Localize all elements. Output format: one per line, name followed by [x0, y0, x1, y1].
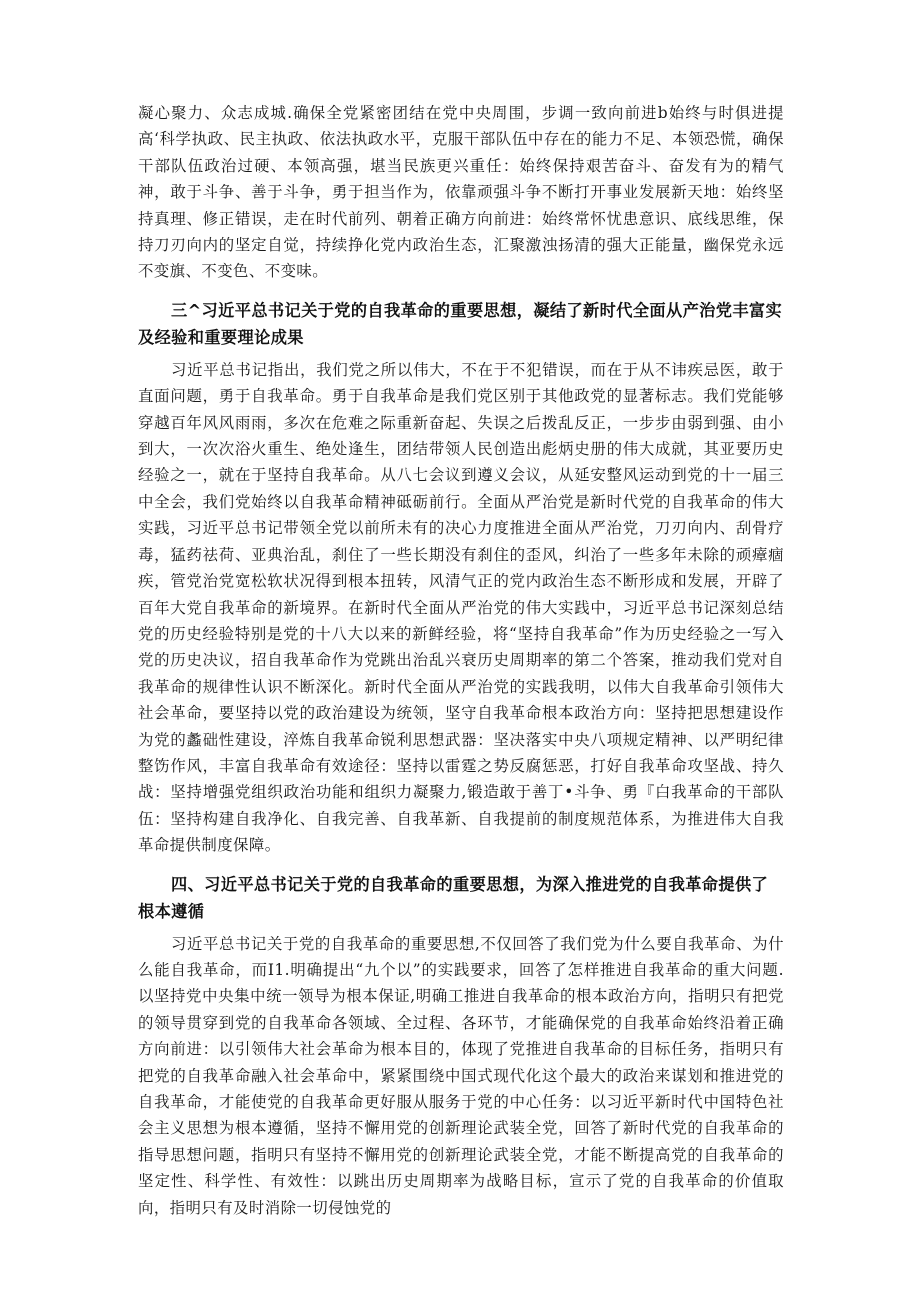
- section-heading-3: 三^习近平总书记关于党的自我革命的重要思想，凝结了新时代全面从产治党丰富实及经验和重要理论成果: [138, 300, 783, 347]
- paragraph-section-4: 习近平总书记关于党的自我革命的重要思想,不仅回答了我们党为什么要自我革命、为什么能自我革命，而I1.明确提出“九个以”的实践要求，回答了怎样推进自我革命的重大问题.以坚持党中央集中统一领导为根本保证,明确工推进自我革命的根本政治方向，指明只有把党的领导贯穿到党的自我革命各领域、全过程、各环节，才能确保党的自我革命始终沿着正确方向前进：以引领伟大社会革命为根本目的，体现了党推进自我革命的目标任务，指明只有把党的自我革命融入社会革命中，紧紧围绕中国式现代化这个最大的政治来谋划和推进党的自我革命，才能使党的自我革命更好服从服务于党的中心任务：以习近平新时代中国特色社会主义思想为根本遵循，坚持不懈用党的创新理论武装全党，回答了新时代党的自我革命的指导思想问题，指明只有坚持不懈用党的创新理论武装全党，才能不断提高党的自我革命的坚定性、科学性、有效性：以跳出历史周期率为战略目标，宣示了党的自我革命的价值取向，指明只有及时消除一切侵蚀党的: [138, 934, 784, 1217]
- section-heading-4: 四、习近平总书记关于党的自我革命的重要思想，为深入推进党的自我革命提供了根本遵循: [138, 874, 769, 921]
- paragraph-section-3: 习近平总书记指出，我们党之所以伟大，不在于不犯错误，而在于从不讳疾忌医，敢于直面问题，勇于自我革命。勇于自我革命是我们党区别于其他政党的显著标志。我们党能够穿越百年风风雨雨，多次在危难之际重新奋起、失误之后拨乱反正，一步步由弱到强、由小到大，一次次浴火重生、绝处逢生，团结带领人民创造出彪炳史册的伟大成就，其亚要历史经验之一，就在于坚持自我革命。从八七会议到遵义会议，从延安整风运动到党的十一届三中全会，我们党始终以自我革命精神砥砺前行。全面从严治党是新时代党的自我革命的伟大实践，习近平总书记带领全党以前所未有的决心力度推进全面从严治党，刀刃向内、刮骨疗毒，猛药祛荷、亚典治乱，刹住了一些长期没有刹住的歪风，纠治了一些多年未除的顽瘴痼疾，管党治党宽松软状况得到根本扭转，风清气正的党内政治生态不断形成和发展，开辟了百年大党自我革命的新境界。在新时代全面从严治党的伟大实践中，习近平总书记深刻总结党的历史经验特别是党的十八大以来的新鲜经验，将“坚持自我革命”作为历史经验之一写入党的历史决议，招自我革命作为党跳出治乱兴衰历史周期率的第二个答案，推动我们党对自我革命的规律性认识不断深化。新时代全面从严治党的实践我明，以伟大自我革命引领伟大社会革命，要坚持以党的政治建设为统领，坚守自我革命根本政治方向：坚持把思想建设作为党的蠡础性建设，淬炼自我革命锐利思想武器：坚决落实中央八项规定精神、以严明纪律整饬作风，丰富自我革命有效途径：坚持以雷霆之势反腐惩恶，打好自我革命攻坚战、持久战：坚持增强党组织政治功能和组织力凝聚力,锻造敢于善丁•斗争、勇『白我革命的干部队伍：坚持构建自我净化、自我完善、自我革新、自我提前的制度规范体系，为推进伟大自我革命提供制度保障。: [138, 360, 784, 855]
- paragraph-continuation: 凝心聚力、众志成城.确保全党紧密团结在党中央周围，步调一致向前进b始终与时俱进提高‘科学执政、民主执政、依法执政水平，克服干部队伍中存在的能力不足、本领恐慌，确保干部队伍政治过硬、本领高强，堪当民族更兴重任：始终保持艰苦奋斗、奋发有为的精气神，敢于斗争、善于斗争，勇于担当作为，依靠顽强斗争不断打开事业发展新天地：始终坚持真理、修正错误，走在时代前列、朝着正确方向前进：始终常怀忧患意识、底线思维，保持刀刃向内的坚定自觉，持续挣化党内政治生态，汇聚激浊扬清的强大正能量，幽保党永远不变旗、不变色、不变味。: [138, 104, 784, 281]
- document-page: [138, 100, 784, 1221]
